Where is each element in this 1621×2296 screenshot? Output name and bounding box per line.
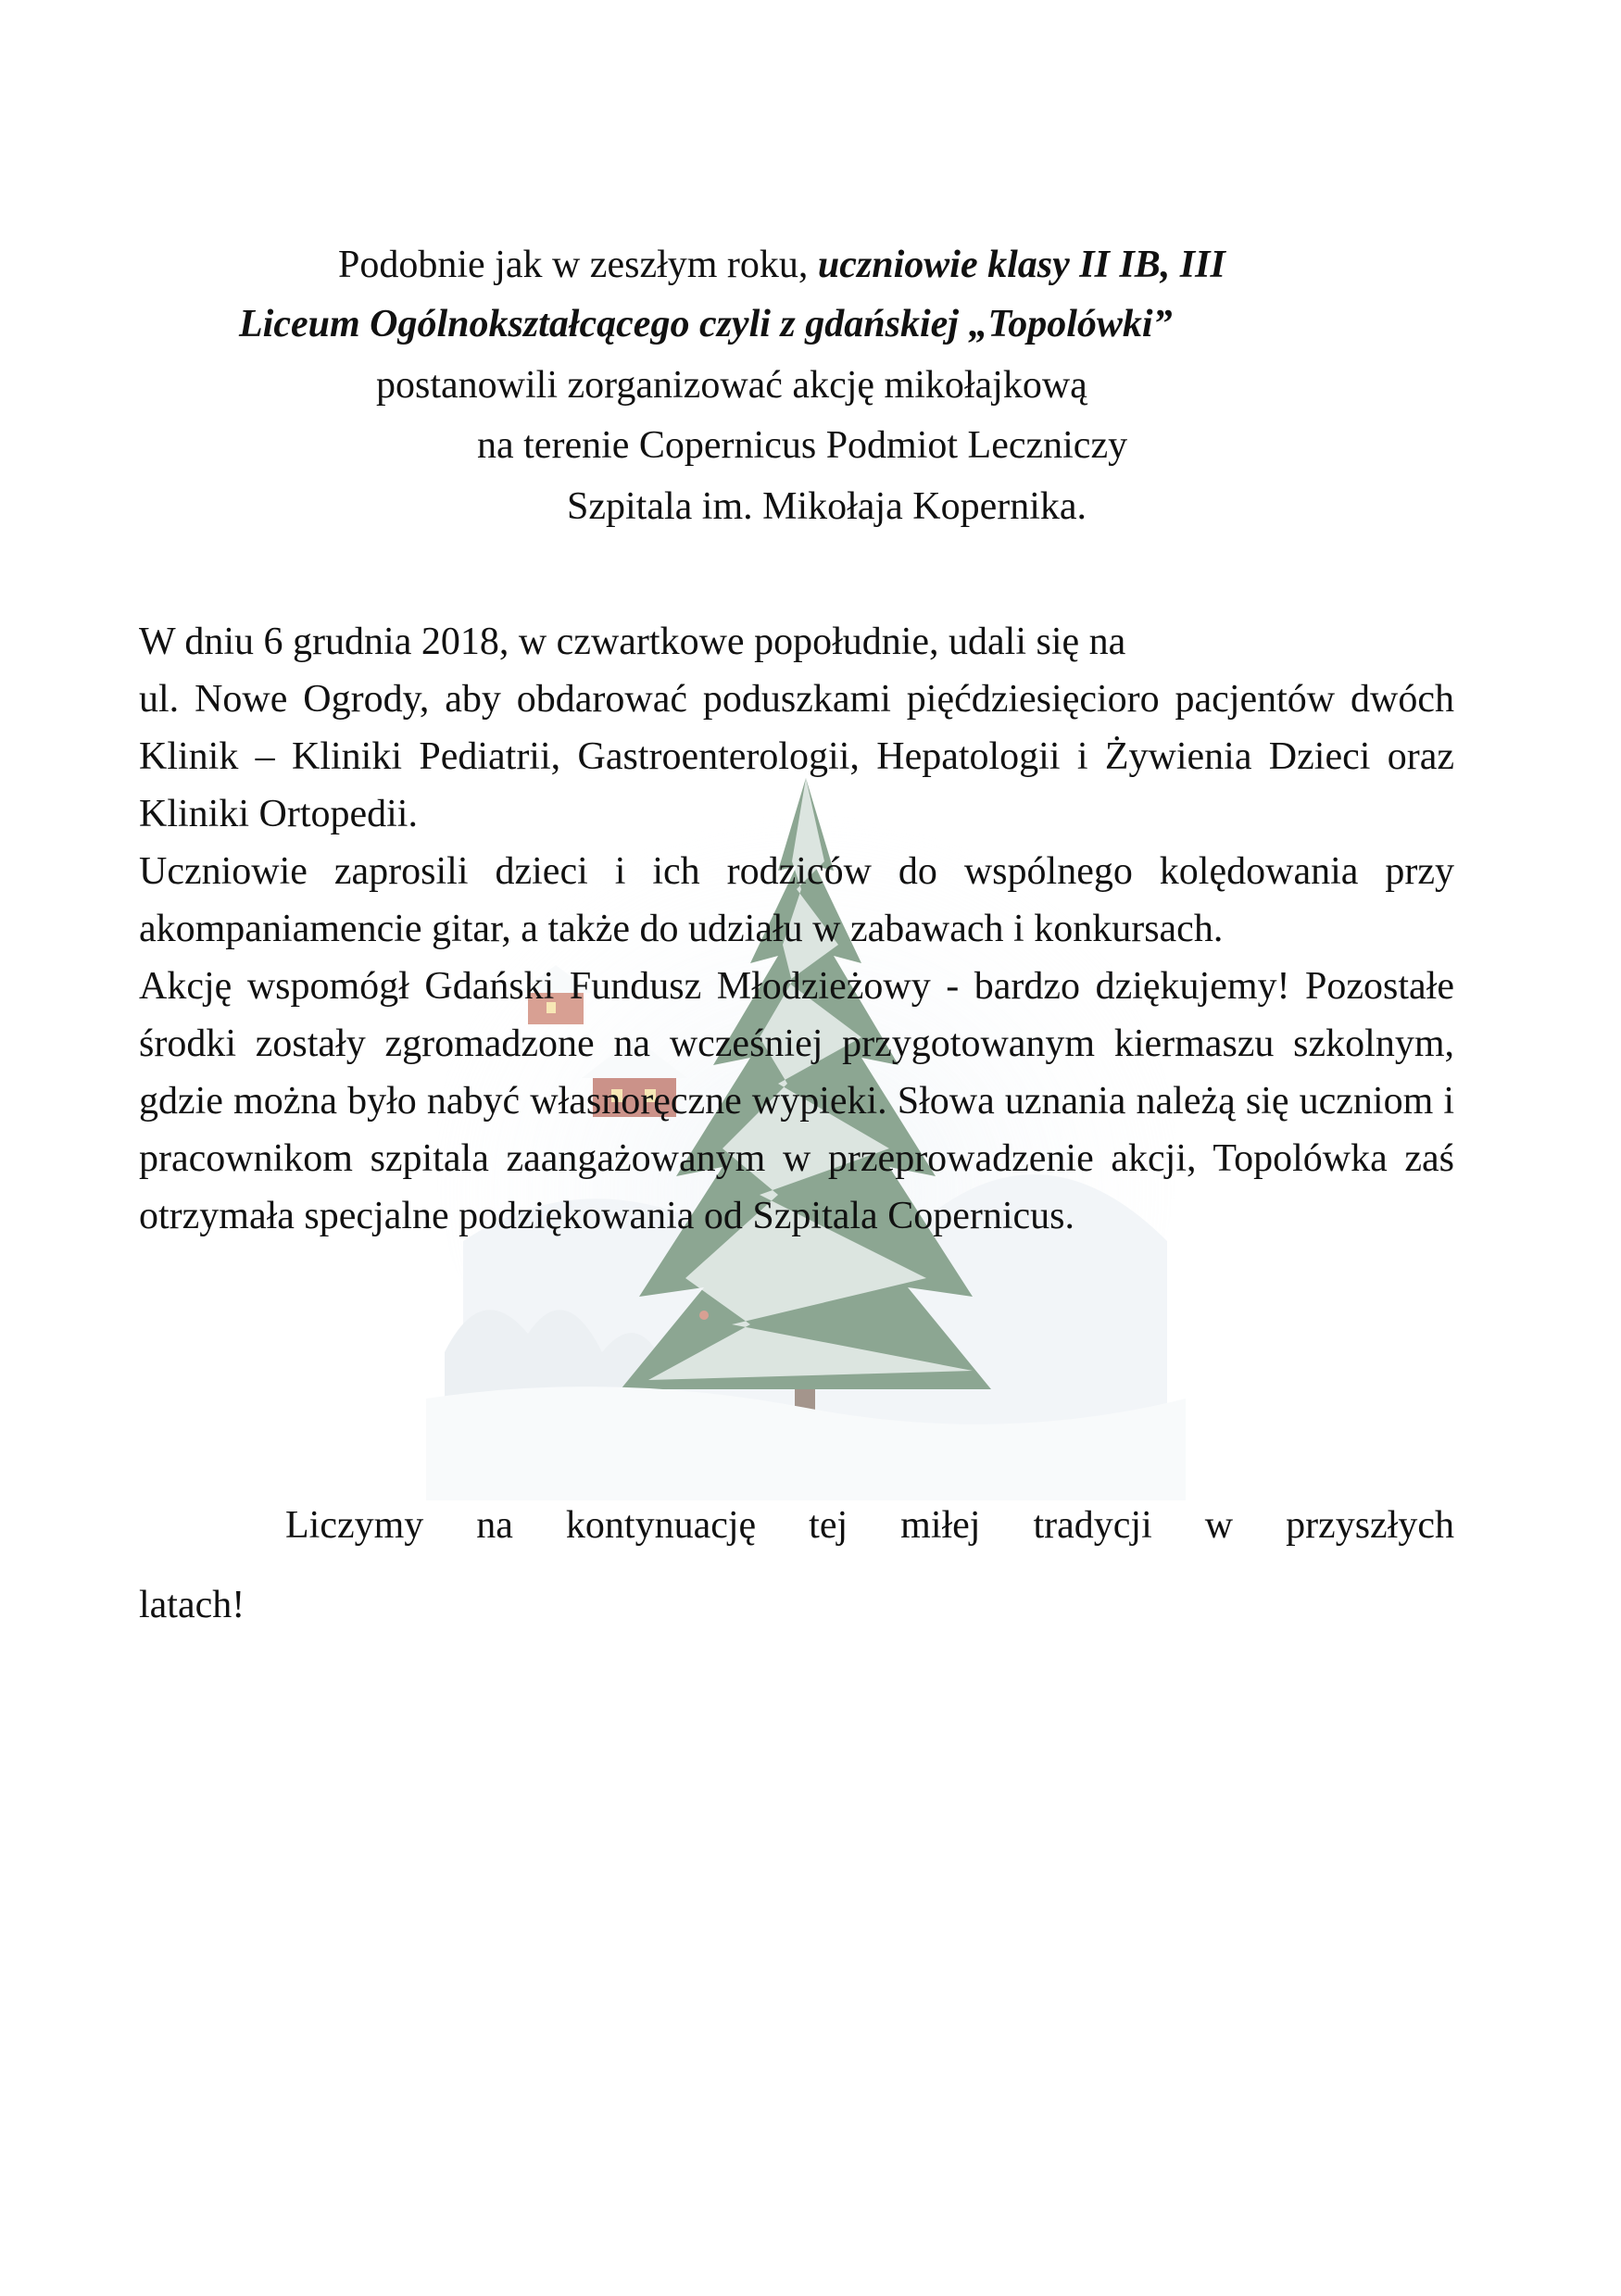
intro-line-3: postanowili zorganizować akcję mikołajkową (376, 364, 1087, 407)
paragraph-1-opening: W dniu 6 grudnia 2018, w czwartkowe popołudnie, udali się na (139, 621, 1126, 663)
intro-line-1-emphasis: uczniowie klasy II IB, III (817, 244, 1225, 286)
intro-line-1-plain: Podobnie jak w zeszłym roku, (338, 244, 818, 286)
closing-line-2: latach! (139, 1584, 245, 1626)
intro-line-2: Liceum Ogólnokształcącego czyli z gdańskiej „Topolówki” (239, 303, 1173, 345)
body-text (139, 613, 1454, 1245)
intro-line-4: na terenie Copernicus Podmiot Leczniczy (477, 424, 1128, 467)
intro-line-5: Szpitala im. Mikołaja Kopernika. (567, 485, 1087, 528)
paragraph-1: ul. Nowe Ogrody, aby obdarować poduszkami pięćdziesięcioro pacjentów dwóch Klinik – Kliniki Pediatrii, Gastroenterologii, Hepatologii i Żywienia Dzieci oraz Kliniki Ortopedii. (139, 678, 1454, 835)
intro-line-1 (338, 236, 1225, 294)
paragraph-3: Akcję wspomógł Gdański Fundusz Młodzieżowy - bardzo dziękujemy! Pozostałe środki zostały zgromadzone na wcześniej przygotowanym kiermaszu szkolnym, gdzie można było nabyć własnoręczne wypieki. Słowa uznania należą się uczniom i pracownikom szpitala zaangażowanym w przeprowadzenie akcji, Topolówka zaś otrzymała specjalne podziękowania od Szpitala Copernicus. (139, 965, 1454, 1237)
closing-block (139, 1497, 1454, 1634)
closing-line-1: Liczymy na kontynuację tej miłej tradycji w przyszłych (285, 1504, 1454, 1547)
paragraph-2: Uczniowie zaprosili dzieci i ich rodziców do wspólnego kolędowania przy akompaniamencie gitar, a także do udziału w zabawach i konkursach. (139, 850, 1454, 950)
